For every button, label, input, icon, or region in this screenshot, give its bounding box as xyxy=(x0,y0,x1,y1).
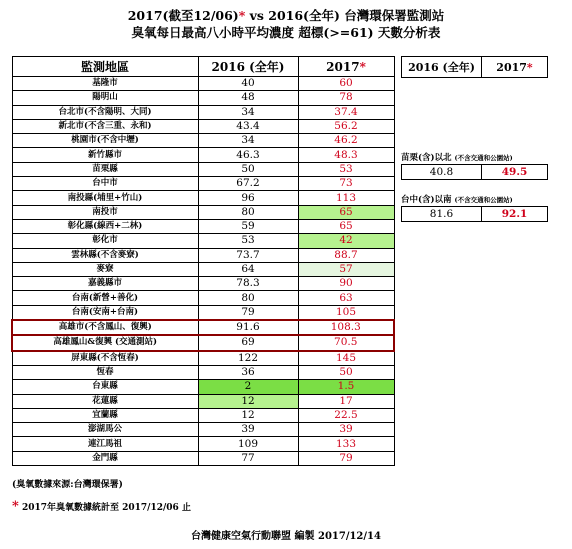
cell-site: 台北市(不含陽明、大同) xyxy=(12,105,198,119)
cell-site: 嘉義縣市 xyxy=(12,277,198,291)
cell-site: 屏東縣(不含恆春) xyxy=(12,351,198,366)
summary-header-2017: 2017* xyxy=(482,57,548,78)
cell-site: 宜蘭縣 xyxy=(12,408,198,422)
page-subtitle: 臭氧每日最高八小時平均濃度 超標(>=61) 天數分析表 xyxy=(131,25,441,40)
table-row xyxy=(12,219,394,233)
cell-v2017: 63 xyxy=(298,291,394,305)
table-row xyxy=(12,77,394,91)
table-row xyxy=(12,351,394,366)
cell-v2017: 17 xyxy=(298,394,394,408)
cell-site: 南投市 xyxy=(12,205,198,219)
source-note: (臭氧數據來源:台灣環保署) xyxy=(12,480,123,490)
cell-v2017: 56.2 xyxy=(298,119,394,133)
cell-site: 高雄市(不含鳳山、復興) xyxy=(12,320,198,335)
cell-site: 麥寮 xyxy=(12,262,198,276)
cell-v2016: 77 xyxy=(198,451,298,465)
cell-site: 高雄鳳山&復興 (交通測站) xyxy=(12,335,198,350)
cell-v2016: 122 xyxy=(198,351,298,366)
cell-site: 彰化市 xyxy=(12,234,198,248)
cell-v2016: 46.3 xyxy=(198,148,298,162)
table-row xyxy=(12,423,394,437)
cell-v2016: 64 xyxy=(198,262,298,276)
cell-site: 台中市 xyxy=(12,177,198,191)
cell-v2016: 34 xyxy=(198,105,298,119)
table-row xyxy=(12,365,394,379)
south-table xyxy=(401,206,548,222)
cell-v2017: 39 xyxy=(298,423,394,437)
north-2016: 40.8 xyxy=(402,165,482,180)
table-row xyxy=(12,335,394,350)
south-label: 台中(含)以南 (不含交通和公園站) xyxy=(401,195,513,205)
north-2017: 49.5 xyxy=(482,165,548,180)
table-row xyxy=(12,291,394,305)
cell-v2016: 109 xyxy=(198,437,298,451)
cell-v2016: 43.4 xyxy=(198,119,298,133)
table-row xyxy=(12,177,394,191)
cell-v2017: 60 xyxy=(298,77,394,91)
cell-v2017: 145 xyxy=(298,351,394,366)
table-row xyxy=(12,248,394,262)
cell-v2017: 65 xyxy=(298,205,394,219)
cell-v2016: 40 xyxy=(198,77,298,91)
cell-v2016: 96 xyxy=(198,191,298,205)
cell-v2017: 133 xyxy=(298,437,394,451)
cell-v2017: 46.2 xyxy=(298,134,394,148)
table-row xyxy=(12,408,394,422)
cell-v2016: 53 xyxy=(198,234,298,248)
cell-v2016: 2 xyxy=(198,380,298,394)
footnote: * 2017年臭氧數據統計至 2017/12/06 止 xyxy=(12,499,191,514)
cell-site: 雲林縣(不含麥寮) xyxy=(12,248,198,262)
summary-header-2016: 2016 (全年) xyxy=(402,57,482,78)
table-row xyxy=(12,119,394,133)
cell-site: 花蓮縣 xyxy=(12,394,198,408)
page-title: 2017(截至12/06)* vs 2016(全年) 台灣環保署監測站 xyxy=(127,8,445,23)
cell-v2017: 73 xyxy=(298,177,394,191)
cell-site: 台東縣 xyxy=(12,380,198,394)
cell-site: 南投縣(埔里+竹山) xyxy=(12,191,198,205)
table-row xyxy=(12,134,394,148)
table-row xyxy=(12,148,394,162)
cell-v2017: 48.3 xyxy=(298,148,394,162)
cell-v2016: 73.7 xyxy=(198,248,298,262)
cell-v2017: 79 xyxy=(298,451,394,465)
cell-site: 台南(新營+善化) xyxy=(12,291,198,305)
cell-site: 新北市(不含三重、永和) xyxy=(12,119,198,133)
header-2016: 2016 (全年) xyxy=(198,57,298,77)
cell-v2017: 65 xyxy=(298,219,394,233)
table-row xyxy=(12,162,394,176)
cell-v2017: 78 xyxy=(298,91,394,105)
table-row xyxy=(12,191,394,205)
table-header-row xyxy=(12,57,394,77)
table-row xyxy=(12,91,394,105)
cell-site: 新竹縣市 xyxy=(12,148,198,162)
cell-v2017: 105 xyxy=(298,305,394,320)
cell-v2016: 67.2 xyxy=(198,177,298,191)
south-2016: 81.6 xyxy=(402,207,482,222)
table-row xyxy=(12,234,394,248)
footer: 台灣健康空氣行動聯盟 編製 2017/12/14 xyxy=(191,531,381,542)
cell-v2016: 34 xyxy=(198,134,298,148)
north-table xyxy=(401,164,548,180)
cell-v2016: 39 xyxy=(198,423,298,437)
cell-v2017: 37.4 xyxy=(298,105,394,119)
cell-v2017: 90 xyxy=(298,277,394,291)
cell-v2017: 113 xyxy=(298,191,394,205)
table-row xyxy=(12,262,394,276)
table-row xyxy=(12,437,394,451)
cell-v2016: 69 xyxy=(198,335,298,350)
cell-v2016: 59 xyxy=(198,219,298,233)
cell-site: 桃園市(不含中壢) xyxy=(12,134,198,148)
ozone-table xyxy=(11,56,395,466)
cell-site: 陽明山 xyxy=(12,91,198,105)
cell-v2016: 48 xyxy=(198,91,298,105)
south-2017: 92.1 xyxy=(482,207,548,222)
north-label: 苗栗(含)以北 (不含交通和公園站) xyxy=(401,153,513,163)
table-row xyxy=(12,394,394,408)
cell-v2016: 91.6 xyxy=(198,320,298,335)
table-row xyxy=(12,205,394,219)
cell-v2017: 88.7 xyxy=(298,248,394,262)
cell-v2017: 22.5 xyxy=(298,408,394,422)
header-2017: 2017* xyxy=(298,57,394,77)
cell-site: 澎湖馬公 xyxy=(12,423,198,437)
summary-header-table xyxy=(401,56,548,78)
cell-v2016: 12 xyxy=(198,394,298,408)
cell-v2016: 36 xyxy=(198,365,298,379)
table-row xyxy=(12,451,394,465)
cell-v2017: 50 xyxy=(298,365,394,379)
cell-v2017: 42 xyxy=(298,234,394,248)
cell-v2016: 80 xyxy=(198,205,298,219)
header-site: 監測地區 xyxy=(12,57,198,77)
cell-v2017: 53 xyxy=(298,162,394,176)
cell-site: 恆春 xyxy=(12,365,198,379)
cell-v2016: 79 xyxy=(198,305,298,320)
cell-v2016: 78.3 xyxy=(198,277,298,291)
table-row xyxy=(12,320,394,335)
cell-site: 苗栗縣 xyxy=(12,162,198,176)
cell-v2017: 108.3 xyxy=(298,320,394,335)
cell-v2017: 1.5 xyxy=(298,380,394,394)
cell-site: 台南(安南+台南) xyxy=(12,305,198,320)
cell-site: 連江馬祖 xyxy=(12,437,198,451)
table-row xyxy=(12,277,394,291)
cell-v2017: 70.5 xyxy=(298,335,394,350)
cell-site: 金門縣 xyxy=(12,451,198,465)
cell-v2016: 12 xyxy=(198,408,298,422)
table-row xyxy=(12,305,394,320)
cell-site: 彰化縣(線西+二林) xyxy=(12,219,198,233)
cell-v2017: 57 xyxy=(298,262,394,276)
cell-site: 基隆市 xyxy=(12,77,198,91)
table-row xyxy=(12,105,394,119)
cell-v2016: 80 xyxy=(198,291,298,305)
table-row xyxy=(12,380,394,394)
cell-v2016: 50 xyxy=(198,162,298,176)
